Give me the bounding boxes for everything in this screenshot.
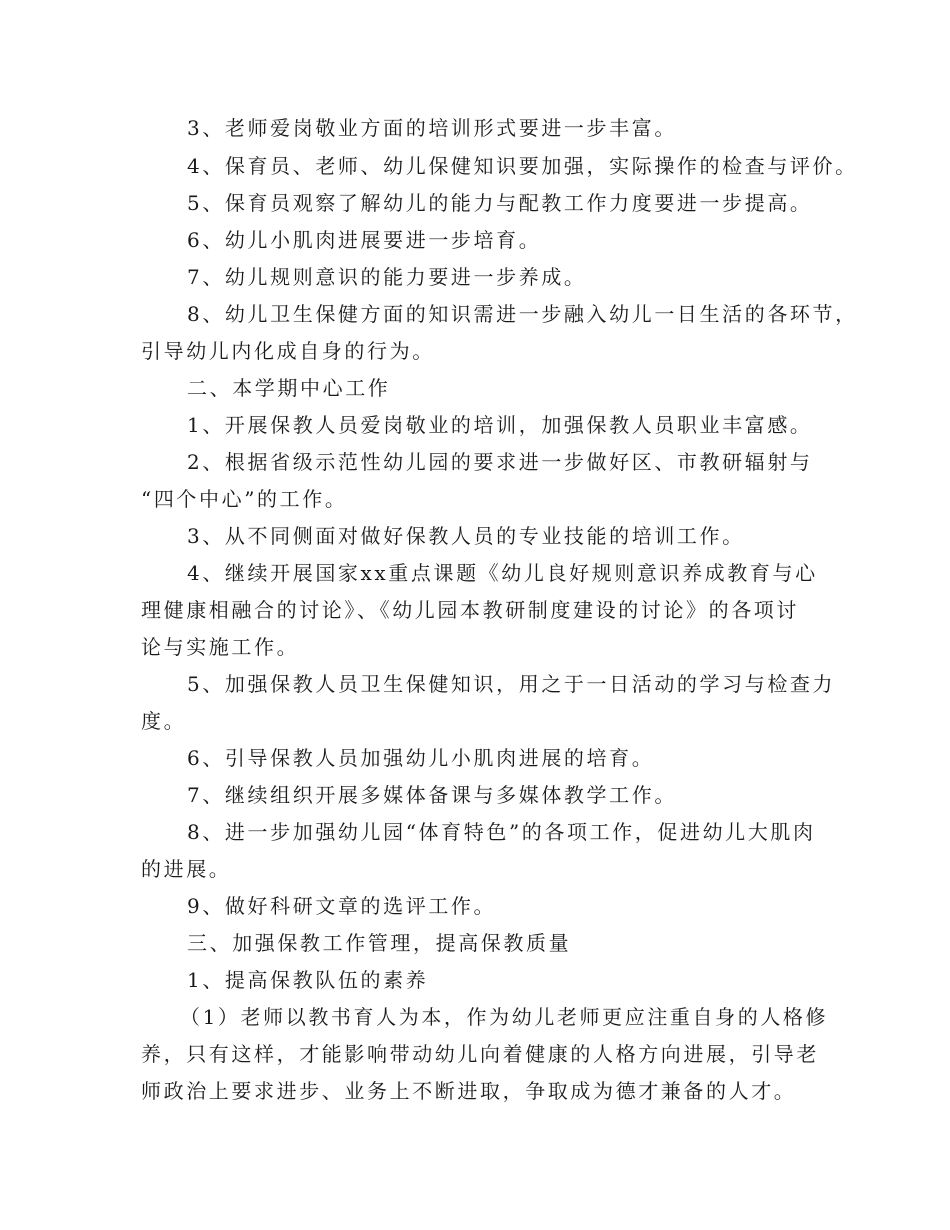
paragraph-line: 6、幼儿小肌肉进展要进一步培育。 (187, 228, 542, 252)
paragraph-line: 引导幼儿内化成自身的行为。 (141, 339, 435, 363)
section-heading: 二、本学期中心工作 (187, 376, 391, 400)
paragraph-line: 4、保育员、老师、幼儿保健知识要加强，实际操作的检查与评价。 (187, 154, 858, 178)
paragraph-line: 6、引导保教人员加强幼儿小肌肉进展的培育。 (187, 746, 655, 770)
paragraph-line: （1）老师以教书育人为本，作为幼儿老师更应注重自身的人格修 (180, 1005, 829, 1029)
paragraph-line: 理健康相融合的讨论》、《幼儿园本教研制度建设的讨论》的各项讨 (141, 598, 799, 622)
paragraph-line: 3、老师爱岗敬业方面的培训形式要进一步丰富。 (187, 116, 677, 140)
paragraph-line: 5、保育员观察了解幼儿的能力与配教工作力度要进一步提高。 (187, 191, 813, 215)
paragraph-line: 8、幼儿卫生保健方面的知识需进一步融入幼儿一日生活的各环节， (187, 302, 858, 326)
paragraph-line: “四个中心”的工作。 (141, 487, 348, 511)
paragraph-line: 3、从不同侧面对做好保教人员的专业技能的培训工作。 (187, 524, 745, 548)
paragraph-line: 论与实施工作。 (141, 635, 300, 659)
paragraph-line: 师政治上要求进步、业务上不断进取，争取成为德才兼备的人才。 (141, 1079, 797, 1103)
subsection-heading: 1、提高保教队伍的素养 (187, 968, 429, 992)
paragraph-line: 8、进一步加强幼儿园“体育特色”的各项工作，促进幼儿大肌肉 (187, 820, 816, 844)
paragraph-line: 养，只有这样，才能影响带动幼儿向着健康的人格方向进展，引导老 (141, 1042, 819, 1066)
section-heading: 三、加强保教工作管理，提高保教质量 (187, 931, 572, 955)
paragraph-line: 1、开展保教人员爱岗敬业的培训，加强保教人员职业丰富感。 (187, 413, 813, 437)
paragraph-line: 7、继续组织开展多媒体备课与多媒体教学工作。 (187, 783, 677, 807)
paragraph-line: 9、做好科研文章的选评工作。 (187, 894, 497, 918)
paragraph-line: 4、继续开展国家xx重点课题《幼儿良好规则意识养成教育与心 (187, 561, 818, 585)
paragraph-line: 的进展。 (141, 857, 232, 881)
paragraph-line: 7、幼儿规则意识的能力要进一步养成。 (187, 265, 587, 289)
paragraph-line: 度。 (141, 709, 187, 733)
paragraph-line: 5、加强保教人员卫生保健知识，用之于一日活动的学习与检查力 (187, 672, 836, 696)
paragraph-line: 2、根据省级示范性幼儿园的要求进一步做好区、市教研辐射与 (187, 450, 813, 474)
